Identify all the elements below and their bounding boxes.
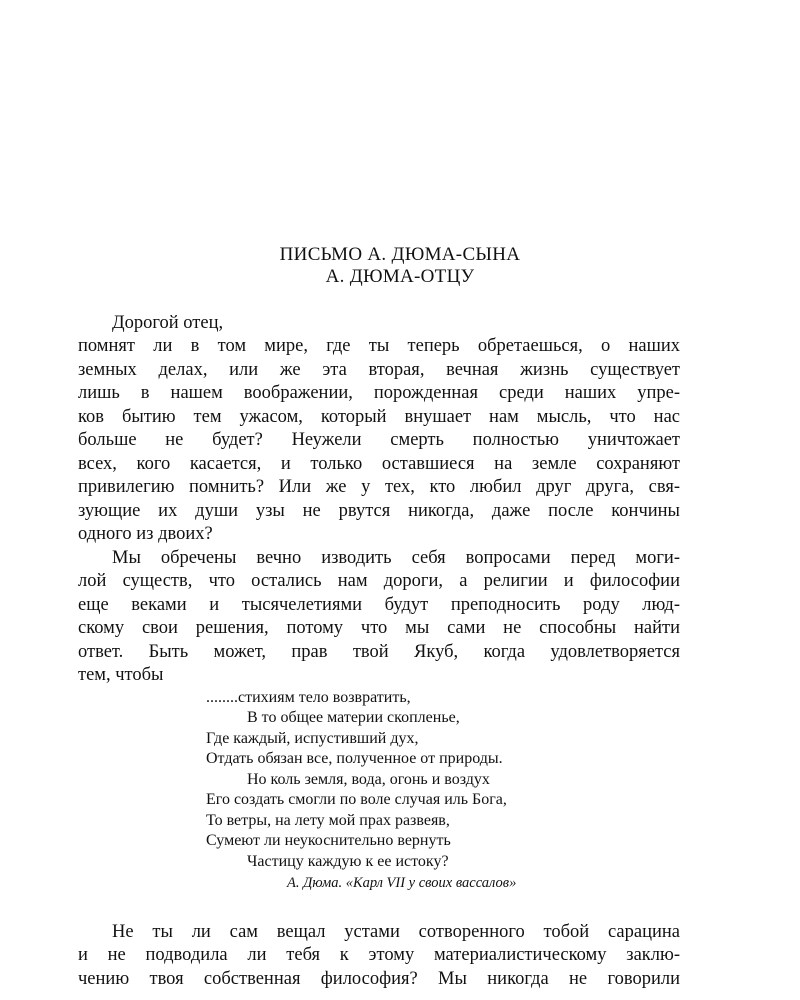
paragraph-2-line: еще веками и тысячелетиями будут преподносить роду люд-	[78, 595, 680, 615]
verse-line: Но коль земля, вода, огонь и воздух	[247, 771, 490, 788]
verse-line: Частицу каждую к ее истоку?	[247, 853, 449, 870]
paragraph-3-line: чению твоя собственная философия? Мы никогда не говорили	[78, 969, 680, 989]
chapter-title-line-1: ПИСЬМО А. ДЮМА-СЫНА	[279, 244, 521, 265]
paragraph-2-line: тем, чтобы	[78, 665, 164, 685]
verse-attribution: А. Дюма. «Карл VII у своих вассалов»	[287, 875, 517, 891]
paragraph-3-line: и не подводила ли тебя к этому материалистическому заклю-	[78, 945, 680, 965]
salutation: Дорогой отец,	[112, 313, 224, 333]
verse-line: В то общее материи скопленье,	[247, 709, 460, 726]
paragraph-3-line: Не ты ли сам вещал устами сотворенного тобой сарацина	[112, 922, 680, 942]
paragraph-1-line: лишь в нашем воображении, порожденная среди наших упре-	[78, 383, 680, 403]
paragraph-1-line: земных делах, или же эта вторая, вечная жизнь существует	[78, 360, 680, 380]
chapter-title-line-2: А. ДЮМА-ОТЦУ	[325, 266, 475, 287]
paragraph-1-line: больше не будет? Неужели смерть полностью уничтожает	[78, 430, 680, 450]
verse-line: ........стихиям тело возвратить,	[206, 689, 411, 706]
paragraph-2-line: лой существ, что остались нам дороги, а религии и философии	[78, 571, 680, 591]
paragraph-1-line: одного из двоих?	[78, 524, 213, 544]
paragraph-1-line: привилегию помнить? Или же у тех, кто любил друг друга, свя-	[78, 477, 680, 497]
verse-line: То ветры, на лету мой прах развеяв,	[206, 812, 450, 829]
paragraph-1-line: ков бытию тем ужасом, который внушает нам мысль, что нас	[78, 407, 680, 427]
paragraph-1-line: помнят ли в том мире, где ты теперь обретаешься, о наших	[78, 336, 680, 356]
paragraph-1-line: зующие их души узы не рвутся никогда, даже после кончины	[78, 501, 680, 521]
verse-line: Отдать обязан все, полученное от природы.	[206, 750, 503, 767]
paragraph-1-line: всех, кого касается, и только оставшиеся на земле сохраняют	[78, 454, 680, 474]
verse-line: Сумеют ли неукоснительно вернуть	[206, 832, 451, 849]
paragraph-2-line: скому свои решения, потому что мы сами не способны найти	[78, 618, 680, 638]
paragraph-2-line: Мы обречены вечно изводить себя вопросами перед моги-	[112, 548, 680, 568]
paragraph-2-line: ответ. Быть может, прав твой Якуб, когда удовлетворяется	[78, 642, 680, 662]
verse-line: Где каждый, испустивший дух,	[206, 730, 419, 747]
verse-line: Его создать смогли по воле случая иль Бога,	[206, 791, 507, 808]
